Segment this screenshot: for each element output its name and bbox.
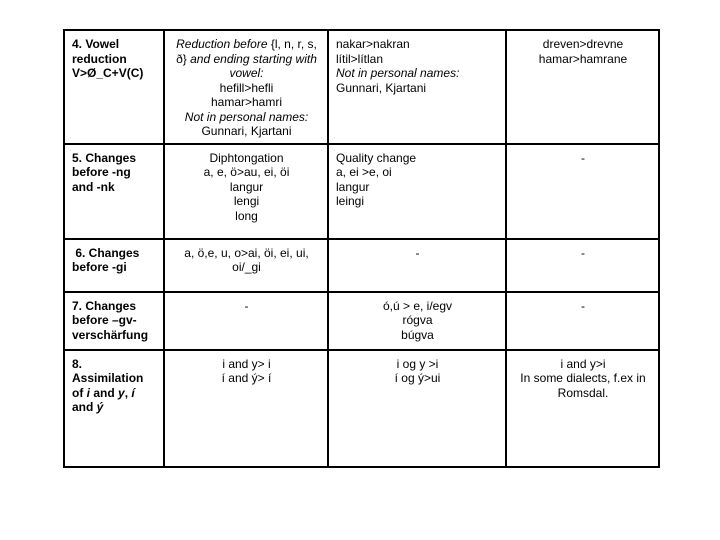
text-segment: In some dialects, f.ex in	[520, 371, 646, 385]
text-segment: a, e, ö>au, ei, öi	[203, 165, 290, 179]
cell-line	[172, 110, 321, 125]
cell-line	[72, 165, 157, 180]
cell-line	[514, 37, 652, 52]
text-segment: nakar>nakran	[336, 37, 410, 51]
row-header-cell	[64, 239, 164, 292]
text-segment: before -gi	[72, 260, 127, 274]
table-cell	[328, 350, 506, 467]
text-segment: -	[581, 150, 585, 165]
cell-line	[336, 194, 499, 209]
cell-line	[172, 95, 321, 110]
text-segment: Not in personal names:	[184, 109, 309, 124]
cell-line	[72, 37, 157, 52]
cell-line	[336, 52, 499, 67]
cell-line	[72, 400, 157, 415]
text-segment: i and y>i	[560, 356, 606, 371]
cell-line	[172, 180, 321, 195]
cell-line	[336, 151, 499, 166]
text-segment: y	[118, 385, 125, 400]
table-row	[64, 350, 659, 467]
cell-line	[172, 165, 321, 180]
text-segment: hamar>hamrane	[538, 51, 628, 66]
cell-line	[72, 180, 157, 195]
cell-line	[172, 124, 321, 139]
cell-line	[514, 299, 652, 314]
cell-line	[72, 328, 157, 343]
cell-line	[72, 299, 157, 314]
text-segment: a, ei >e, oi	[336, 165, 392, 179]
text-segment: hefill>hefli	[219, 80, 274, 95]
cell-line	[72, 386, 157, 401]
text-segment: 5. Changes	[72, 150, 137, 165]
text-segment: -	[581, 298, 585, 313]
text-segment: 6. Changes	[72, 245, 140, 260]
table-cell	[506, 350, 659, 467]
cell-line	[172, 357, 321, 372]
text-segment: Gunnari, Kjartani	[201, 124, 292, 138]
text-segment: í og ý>ui	[394, 371, 441, 385]
text-segment: and ending starting with	[186, 51, 317, 66]
text-segment: i og y >i	[396, 356, 439, 371]
text-segment: ,	[124, 385, 132, 400]
table-cell	[164, 292, 328, 350]
cell-line	[172, 52, 321, 67]
row-header-cell	[64, 350, 164, 467]
cell-line	[336, 165, 499, 180]
table-cell	[328, 30, 506, 144]
cell-line	[72, 52, 157, 67]
text-segment: langur	[229, 179, 264, 194]
text-segment: -	[415, 245, 420, 260]
text-segment: {l, n, r, s,	[270, 37, 317, 51]
cell-line	[172, 371, 321, 386]
text-segment: rógva	[402, 313, 433, 327]
text-segment: 8.	[72, 356, 83, 371]
text-segment: Reduction before	[176, 37, 271, 51]
cell-line	[514, 246, 652, 261]
cell-line	[336, 37, 499, 52]
table-cell	[328, 239, 506, 292]
text-segment: 4. Vowel	[72, 37, 120, 51]
cell-line	[514, 371, 652, 386]
table-cell	[506, 292, 659, 350]
cell-line	[172, 299, 321, 314]
text-segment: Assimilation	[72, 371, 144, 385]
cell-line	[514, 151, 652, 166]
cell-line	[514, 386, 652, 401]
cell-line	[336, 371, 499, 386]
text-segment: leingi	[336, 194, 365, 208]
cell-line	[514, 357, 652, 372]
text-segment: long	[235, 208, 258, 223]
text-segment: Diphtongation	[209, 150, 284, 165]
cell-line	[172, 194, 321, 209]
text-segment: lítil>lítlan	[336, 51, 384, 66]
text-segment: ó,ú > e, i/egv	[382, 298, 453, 313]
cell-line	[336, 246, 499, 261]
table-row	[64, 239, 659, 292]
text-segment: Not in personal names:	[336, 66, 460, 80]
cell-line	[172, 81, 321, 96]
table-cell	[506, 144, 659, 239]
text-segment: and	[72, 400, 97, 414]
table-cell	[164, 30, 328, 144]
text-segment: -	[244, 298, 249, 313]
row-header-cell	[64, 144, 164, 239]
text-segment: Gunnari, Kjartani	[336, 80, 427, 95]
text-segment: hamar>hamri	[210, 95, 283, 109]
text-segment: langur	[336, 179, 370, 194]
cell-line	[336, 313, 499, 328]
table-cell	[164, 144, 328, 239]
cell-line	[72, 151, 157, 166]
table-row	[64, 144, 659, 239]
text-segment: before –gv-	[72, 313, 137, 327]
cell-line	[72, 371, 157, 386]
text-segment: Romsdal.	[557, 385, 609, 400]
cell-line	[336, 357, 499, 372]
table-cell	[164, 350, 328, 467]
cell-line	[172, 209, 321, 224]
text-segment: of	[72, 385, 87, 400]
text-segment: í and ý> í	[221, 371, 272, 385]
table-row	[64, 292, 659, 350]
cell-line	[172, 66, 321, 81]
text-segment: 7. Changes	[72, 298, 137, 313]
row-header-cell	[64, 30, 164, 144]
cell-line	[336, 81, 499, 96]
text-segment: i	[86, 385, 91, 400]
vowel-changes-table	[63, 29, 660, 468]
text-segment: i and y> i	[222, 356, 271, 371]
cell-line	[172, 246, 321, 261]
cell-line	[172, 151, 321, 166]
text-segment: búgva	[401, 327, 434, 342]
text-segment: V>Ø_C+V(C)	[72, 66, 144, 80]
text-segment: reduction	[72, 51, 127, 66]
table-cell	[328, 144, 506, 239]
text-segment: Quality change	[336, 150, 417, 165]
text-segment: verschärfung	[72, 327, 149, 342]
cell-line	[72, 66, 157, 81]
text-segment: -	[581, 245, 585, 260]
text-segment: í	[131, 385, 135, 400]
table-cell	[506, 239, 659, 292]
table-body	[64, 30, 659, 467]
cell-line	[72, 313, 157, 328]
cell-line	[172, 260, 321, 275]
cell-line	[336, 66, 499, 81]
text-segment: dreven>drevne	[542, 37, 624, 51]
table-cell	[328, 292, 506, 350]
text-segment: and	[90, 385, 119, 400]
text-segment: and -nk	[72, 179, 115, 194]
cell-line	[336, 180, 499, 195]
row-header-cell	[64, 292, 164, 350]
cell-line	[336, 328, 499, 343]
text-segment: lengi	[233, 194, 260, 208]
text-segment: ð}	[176, 51, 187, 66]
text-segment: a, ö,e, u, o>ai, öi, ei, ui,	[184, 245, 309, 260]
cell-line	[72, 357, 157, 372]
text-segment: vowel:	[229, 66, 264, 80]
text-segment: before -ng	[72, 165, 131, 179]
text-segment: oi/_gi	[232, 260, 261, 274]
cell-line	[72, 260, 157, 275]
table-row	[64, 30, 659, 144]
table-cell	[506, 30, 659, 144]
cell-line	[72, 246, 157, 261]
table-cell	[164, 239, 328, 292]
cell-line	[336, 299, 499, 314]
cell-line	[172, 37, 321, 52]
text-segment: ý	[96, 400, 104, 414]
cell-line	[514, 52, 652, 67]
